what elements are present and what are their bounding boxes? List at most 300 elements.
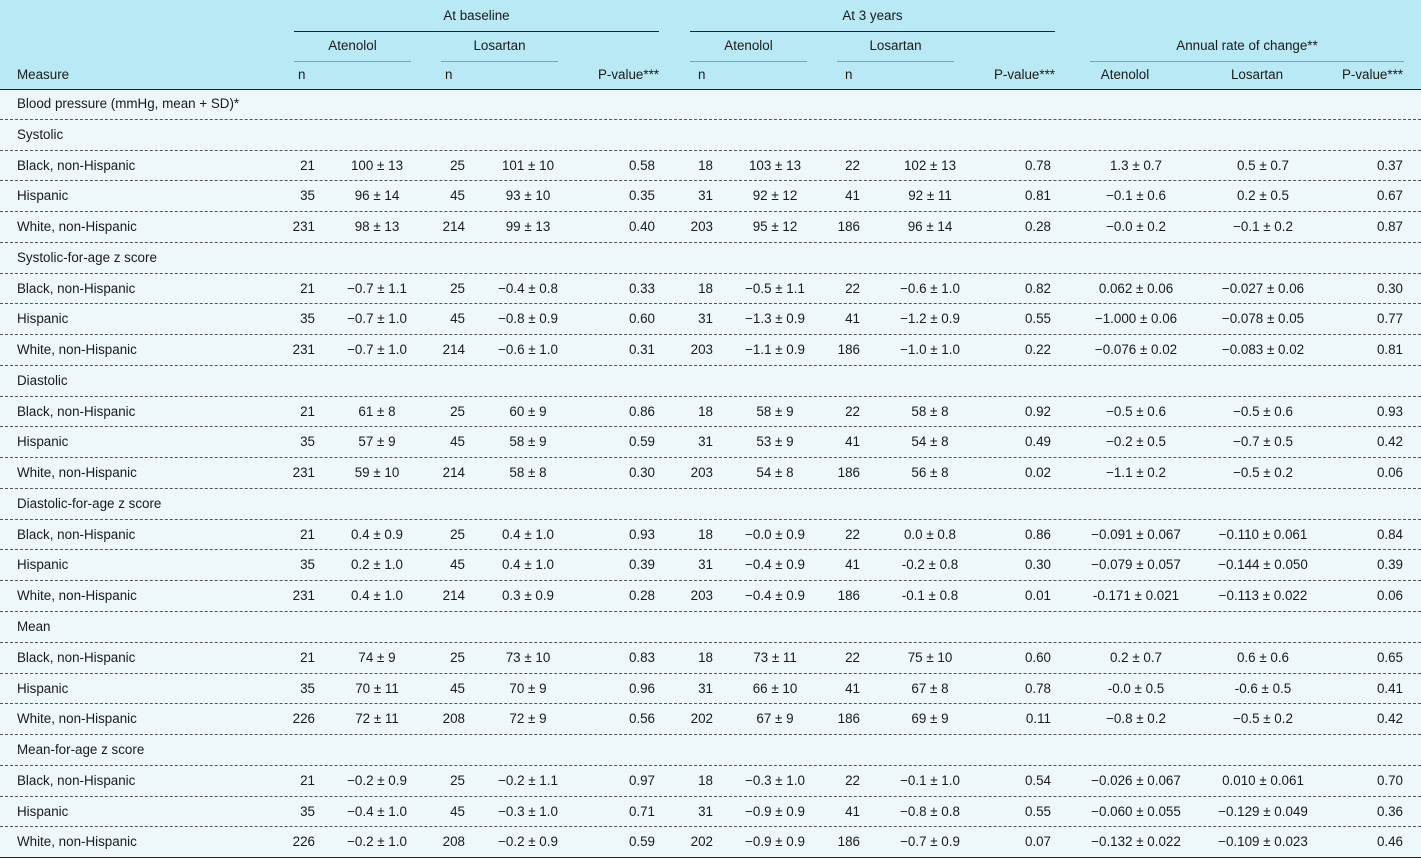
section-row — [0, 612, 1421, 643]
cell-y-p: 0.22 — [1024, 342, 1051, 358]
cell-b-av: −0.4 ± 1.0 — [347, 803, 407, 819]
cell-b-ln: 45 — [450, 188, 465, 204]
cell-b-p: 0.39 — [628, 557, 655, 573]
cell-b-an: 226 — [292, 711, 315, 727]
cell-r-l: -0.6 ± 0.5 — [1234, 680, 1292, 696]
row-label: White, non-Hispanic — [17, 711, 137, 727]
cell-y-av: 54 ± 8 — [756, 465, 794, 481]
cell-b-lv: 70 ± 9 — [509, 680, 547, 696]
cell-b-av: 59 ± 10 — [354, 465, 400, 481]
row-label: Black, non-Hispanic — [17, 403, 136, 419]
header-3years-atenolol-n: n — [698, 67, 706, 82]
cell-y-ln: 186 — [837, 711, 860, 727]
cell-b-an: 231 — [292, 219, 315, 235]
section-label: Blood pressure (mmHg, mean + SD)* — [17, 96, 240, 111]
cell-y-av: −0.4 ± 0.9 — [745, 557, 805, 573]
cell-y-av: 92 ± 12 — [752, 188, 798, 204]
cell-b-lv: 73 ± 10 — [505, 649, 551, 665]
cell-y-p: 0.49 — [1024, 434, 1051, 450]
header-annual-losartan: Losartan — [1230, 67, 1284, 82]
cell-r-l: −0.5 ± 0.2 — [1233, 711, 1293, 727]
table-row — [0, 274, 1421, 305]
cell-b-p: 0.93 — [628, 526, 655, 542]
section-label: Systolic-for-age z score — [17, 249, 157, 265]
header-3years-losartan: Losartan — [869, 38, 922, 53]
cell-y-av: −0.3 ± 1.0 — [745, 772, 805, 788]
cell-y-ln: 22 — [845, 157, 860, 173]
row-label: Hispanic — [17, 680, 69, 696]
cell-y-an: 18 — [698, 157, 713, 173]
header-baseline-losartan-n: n — [445, 67, 453, 82]
cell-y-p: 0.11 — [1025, 711, 1051, 727]
cell-b-av: 72 ± 11 — [355, 711, 399, 727]
header-rule-baseline-losartan — [441, 61, 558, 62]
cell-b-ln: 214 — [442, 219, 465, 235]
cell-b-p: 0.28 — [628, 588, 655, 604]
cell-r-a: −0.091 ± 0.067 — [1091, 526, 1181, 542]
cell-r-a: −0.1 ± 0.6 — [1106, 188, 1166, 204]
cell-y-an: 202 — [690, 834, 713, 850]
cell-y-ln: 22 — [845, 403, 860, 419]
cell-b-ln: 214 — [442, 588, 465, 604]
cell-y-av: −0.0 ± 0.9 — [745, 526, 805, 542]
cell-y-an: 18 — [698, 403, 713, 419]
section-row — [0, 120, 1421, 151]
cell-b-lv: 0.4 ± 1.0 — [501, 526, 555, 542]
row-label: Hispanic — [17, 434, 69, 450]
cell-y-lv: 92 ± 11 — [908, 188, 952, 204]
header-3years-atenolol: Atenolol — [724, 38, 773, 53]
cell-y-lv: −0.6 ± 1.0 — [900, 280, 960, 296]
table-row — [0, 520, 1421, 551]
cell-b-lv: 72 ± 9 — [509, 711, 547, 727]
cell-b-p: 0.40 — [628, 219, 655, 235]
row-label: Hispanic — [17, 188, 69, 204]
cell-r-p: 0.84 — [1376, 526, 1403, 542]
cell-y-an: 18 — [698, 649, 713, 665]
table-row — [0, 304, 1421, 335]
cell-y-lv: −0.1 ± 1.0 — [900, 772, 960, 788]
cell-r-p: 0.65 — [1376, 649, 1403, 665]
header-annual-pvalue: P-value*** — [1341, 67, 1403, 82]
header-rule-3years-atenolol — [690, 61, 807, 62]
row-label: White, non-Hispanic — [17, 834, 137, 850]
cell-b-lv: −0.4 ± 0.8 — [498, 280, 558, 296]
table-row — [0, 458, 1421, 489]
cell-b-lv: −0.2 ± 0.9 — [498, 834, 558, 850]
cell-b-p: 0.58 — [628, 157, 655, 173]
table-row — [0, 151, 1421, 182]
cell-b-av: 100 ± 13 — [350, 157, 404, 173]
cell-r-l: 0.6 ± 0.6 — [1236, 649, 1290, 665]
cell-r-p: 0.67 — [1376, 188, 1403, 204]
header-rule-3-years — [690, 31, 1055, 32]
cell-y-p: 0.07 — [1024, 834, 1051, 850]
cell-y-lv: 54 ± 8 — [911, 434, 949, 450]
cell-y-ln: 22 — [845, 526, 860, 542]
section-row — [0, 735, 1421, 766]
cell-r-p: 0.06 — [1376, 465, 1403, 481]
cell-b-av: −0.2 ± 1.0 — [347, 834, 407, 850]
cell-r-a: −0.0 ± 0.2 — [1106, 219, 1166, 235]
table-row — [0, 827, 1421, 858]
row-label: Black, non-Hispanic — [17, 649, 136, 665]
cell-y-lv: 58 ± 8 — [911, 403, 949, 419]
table-row — [0, 704, 1421, 735]
cell-b-an: 21 — [300, 403, 315, 419]
cell-r-p: 0.36 — [1376, 803, 1403, 819]
cell-y-lv: 69 ± 9 — [911, 711, 949, 727]
section-label: Diastolic-for-age z score — [17, 495, 162, 511]
row-label: Hispanic — [17, 557, 69, 573]
cell-y-p: 0.81 — [1024, 188, 1051, 204]
cell-y-an: 31 — [698, 311, 713, 327]
cell-y-ln: 186 — [837, 342, 860, 358]
cell-b-ln: 45 — [450, 557, 465, 573]
cell-y-ln: 41 — [845, 434, 860, 450]
cell-y-av: 95 ± 12 — [752, 219, 798, 235]
cell-y-av: −1.3 ± 0.9 — [745, 311, 805, 327]
cell-r-p: 0.42 — [1376, 434, 1403, 450]
cell-r-l: −0.083 ± 0.02 — [1221, 342, 1305, 358]
cell-b-an: 21 — [300, 649, 315, 665]
cell-b-an: 21 — [300, 157, 315, 173]
cell-y-av: −1.1 ± 0.9 — [745, 342, 805, 358]
cell-y-p: 0.55 — [1024, 311, 1051, 327]
cell-b-an: 21 — [300, 526, 315, 542]
cell-b-p: 0.56 — [628, 711, 655, 727]
cell-y-av: 58 ± 9 — [756, 403, 794, 419]
cell-y-lv: −1.0 ± 1.0 — [900, 342, 960, 358]
cell-b-ln: 25 — [450, 280, 465, 296]
cell-y-an: 203 — [690, 219, 713, 235]
table-row — [0, 212, 1421, 243]
cell-r-l: −0.078 ± 0.05 — [1221, 311, 1305, 327]
cell-y-p: 0.82 — [1024, 280, 1051, 296]
cell-b-ln: 25 — [450, 649, 465, 665]
table-row — [0, 335, 1421, 366]
section-label: Systolic — [17, 126, 64, 142]
cell-r-a: −0.060 ± 0.055 — [1091, 803, 1181, 819]
cell-r-a: −0.8 ± 0.2 — [1106, 711, 1166, 727]
table-row — [0, 550, 1421, 581]
cell-r-l: −0.129 ± 0.049 — [1218, 803, 1308, 819]
cell-b-an: 231 — [292, 342, 315, 358]
cell-b-p: 0.59 — [628, 834, 655, 850]
cell-b-ln: 25 — [450, 157, 465, 173]
cell-b-p: 0.35 — [628, 188, 655, 204]
cell-y-an: 31 — [698, 434, 713, 450]
cell-y-an: 202 — [690, 711, 713, 727]
cell-r-l: −0.7 ± 0.5 — [1233, 434, 1293, 450]
cell-b-an: 226 — [292, 834, 315, 850]
cell-r-p: 0.41 — [1376, 680, 1403, 696]
cell-y-lv: −1.2 ± 0.9 — [900, 311, 960, 327]
cell-b-ln: 45 — [450, 680, 465, 696]
header-group-baseline: At baseline — [443, 8, 510, 23]
header-3years-losartan-n: n — [845, 67, 853, 82]
cell-y-p: 0.92 — [1024, 403, 1051, 419]
cell-y-an: 203 — [690, 342, 713, 358]
cell-b-av: −0.7 ± 1.0 — [347, 342, 407, 358]
cell-r-p: 0.93 — [1376, 403, 1403, 419]
table-header — [0, 0, 1421, 90]
row-label: Black, non-Hispanic — [17, 772, 136, 788]
header-baseline-losartan: Losartan — [473, 38, 526, 53]
cell-y-av: −0.4 ± 0.9 — [745, 588, 805, 604]
cell-y-p: 0.30 — [1024, 557, 1051, 573]
cell-y-ln: 41 — [845, 680, 860, 696]
cell-b-ln: 208 — [442, 711, 465, 727]
header-annual-atenolol: Atenolol — [1100, 67, 1150, 82]
cell-b-an: 35 — [300, 803, 315, 819]
header-baseline-atenolol-n: n — [298, 67, 306, 82]
header-rule-baseline — [294, 31, 659, 32]
cell-b-p: 0.30 — [628, 465, 655, 481]
cell-r-a: -0.171 ± 0.021 — [1092, 588, 1180, 604]
table-row — [0, 643, 1421, 674]
cell-b-an: 21 — [300, 280, 315, 296]
cell-y-an: 18 — [698, 526, 713, 542]
cell-y-av: −0.9 ± 0.9 — [745, 803, 805, 819]
section-label: Mean — [17, 619, 51, 635]
cell-r-l: −0.027 ± 0.06 — [1221, 280, 1305, 296]
cell-y-p: 0.28 — [1024, 219, 1051, 235]
cell-y-an: 31 — [698, 680, 713, 696]
cell-r-l: −0.113 ± 0.022 — [1218, 588, 1308, 604]
cell-y-ln: 41 — [845, 188, 860, 204]
cell-y-p: 0.54 — [1024, 772, 1051, 788]
table-row — [0, 674, 1421, 705]
header-rule-baseline-atenolol — [294, 61, 411, 62]
cell-r-p: 0.46 — [1376, 834, 1403, 850]
cell-y-an: 31 — [698, 557, 713, 573]
table-row — [0, 181, 1421, 212]
cell-y-ln: 41 — [845, 311, 860, 327]
header-rule-3years-losartan — [837, 61, 954, 62]
cell-y-av: −0.9 ± 0.9 — [745, 834, 805, 850]
cell-y-lv: 96 ± 14 — [907, 219, 953, 235]
cell-r-l: −0.109 ± 0.023 — [1218, 834, 1308, 850]
cell-y-av: 73 ± 11 — [753, 649, 797, 665]
cell-y-p: 0.01 — [1024, 588, 1051, 604]
cell-y-av: −0.5 ± 1.1 — [745, 280, 805, 296]
header-measure: Measure — [17, 67, 70, 82]
row-label: Black, non-Hispanic — [17, 280, 136, 296]
cell-r-a: −0.132 ± 0.022 — [1091, 834, 1181, 850]
cell-b-av: 98 ± 13 — [354, 219, 400, 235]
cell-r-l: 0.2 ± 0.5 — [1236, 188, 1290, 204]
cell-b-ln: 45 — [450, 311, 465, 327]
cell-b-p: 0.83 — [628, 649, 655, 665]
cell-y-p: 0.60 — [1024, 649, 1051, 665]
cell-y-lv: 67 ± 8 — [911, 680, 949, 696]
row-label: Hispanic — [17, 311, 69, 327]
cell-b-av: 57 ± 9 — [358, 434, 396, 450]
cell-r-a: −0.076 ± 0.02 — [1094, 342, 1178, 358]
header-rule-annual — [1090, 61, 1404, 62]
row-label: White, non-Hispanic — [17, 342, 137, 358]
cell-b-lv: 93 ± 10 — [505, 188, 551, 204]
cell-y-ln: 186 — [837, 588, 860, 604]
row-label: White, non-Hispanic — [17, 588, 137, 604]
cell-b-av: 74 ± 9 — [358, 649, 396, 665]
header-3years-pvalue: P-value*** — [993, 67, 1055, 82]
cell-y-av: 103 ± 13 — [748, 157, 802, 173]
cell-b-lv: −0.3 ± 1.0 — [498, 803, 558, 819]
cell-y-ln: 22 — [845, 280, 860, 296]
cell-y-lv: -0.1 ± 0.8 — [901, 588, 959, 604]
cell-r-p: 0.42 — [1376, 711, 1403, 727]
cell-r-l: −0.110 ± 0.061 — [1218, 526, 1308, 542]
cell-b-p: 0.33 — [628, 280, 655, 296]
cell-b-lv: 0.4 ± 1.0 — [501, 557, 555, 573]
cell-y-ln: 22 — [845, 649, 860, 665]
section-row — [0, 366, 1421, 397]
cell-y-lv: 102 ± 13 — [903, 157, 957, 173]
cell-b-p: 0.60 — [628, 311, 655, 327]
cell-y-lv: -0.2 ± 0.8 — [901, 557, 959, 573]
row-label: Black, non-Hispanic — [17, 157, 136, 173]
cell-b-an: 35 — [300, 188, 315, 204]
row-label: White, non-Hispanic — [17, 465, 137, 481]
cell-r-a: −1.1 ± 0.2 — [1106, 465, 1166, 481]
cell-r-a: 1.3 ± 0.7 — [1109, 157, 1163, 173]
cell-y-p: 0.86 — [1024, 526, 1051, 542]
cell-b-av: −0.7 ± 1.1 — [347, 280, 407, 296]
cell-y-lv: 56 ± 8 — [911, 465, 949, 481]
cell-b-ln: 45 — [450, 434, 465, 450]
cell-r-p: 0.37 — [1376, 157, 1403, 173]
cell-y-ln: 186 — [837, 465, 860, 481]
cell-b-lv: −0.8 ± 0.9 — [498, 311, 558, 327]
header-baseline-pvalue: P-value*** — [597, 67, 659, 82]
cell-b-av: −0.2 ± 0.9 — [347, 772, 407, 788]
cell-b-p: 0.71 — [628, 803, 655, 819]
cell-y-an: 18 — [698, 772, 713, 788]
cell-r-l: −0.144 ± 0.050 — [1218, 557, 1308, 573]
cell-y-an: 203 — [690, 465, 713, 481]
table-row — [0, 766, 1421, 797]
cell-b-ln: 214 — [442, 342, 465, 358]
cell-b-ln: 208 — [442, 834, 465, 850]
cell-r-p: 0.77 — [1376, 311, 1403, 327]
cell-y-an: 31 — [698, 803, 713, 819]
cell-r-p: 0.81 — [1376, 342, 1403, 358]
cell-r-p: 0.70 — [1376, 772, 1403, 788]
cell-b-av: −0.7 ± 1.0 — [347, 311, 407, 327]
cell-b-p: 0.31 — [628, 342, 655, 358]
cell-y-an: 31 — [698, 188, 713, 204]
cell-y-lv: −0.7 ± 0.9 — [900, 834, 960, 850]
cell-b-lv: −0.2 ± 1.1 — [498, 772, 558, 788]
cell-b-av: 0.2 ± 1.0 — [350, 557, 404, 573]
cell-y-av: 67 ± 9 — [756, 711, 794, 727]
section-row — [0, 489, 1421, 520]
cell-y-p: 0.78 — [1024, 680, 1051, 696]
cell-r-l: −0.1 ± 0.2 — [1233, 219, 1293, 235]
cell-y-ln: 186 — [837, 834, 860, 850]
cell-y-av: 66 ± 10 — [752, 680, 798, 696]
cell-b-lv: 0.3 ± 0.9 — [501, 588, 555, 604]
table-row — [0, 397, 1421, 428]
section-label: Diastolic — [17, 372, 68, 388]
cell-y-ln: 186 — [837, 219, 860, 235]
cell-y-av: 53 ± 9 — [756, 434, 794, 450]
cell-b-lv: 60 ± 9 — [509, 403, 547, 419]
cell-y-p: 0.02 — [1024, 465, 1051, 481]
cell-b-an: 35 — [300, 434, 315, 450]
header-baseline-atenolol: Atenolol — [328, 38, 377, 53]
cell-y-p: 0.78 — [1024, 157, 1051, 173]
cell-r-l: 0.010 ± 0.061 — [1222, 772, 1304, 788]
cell-b-ln: 214 — [442, 465, 465, 481]
cell-b-p: 0.86 — [628, 403, 655, 419]
cell-y-ln: 22 — [845, 772, 860, 788]
cell-r-p: 0.87 — [1376, 219, 1403, 235]
cell-b-p: 0.97 — [628, 772, 655, 788]
cell-r-a: −0.026 ± 0.067 — [1091, 772, 1181, 788]
cell-r-a: -0.0 ± 0.5 — [1107, 680, 1165, 696]
row-label: Hispanic — [17, 803, 69, 819]
table-body — [0, 89, 1421, 858]
table-row — [0, 427, 1421, 458]
cell-r-a: −0.079 ± 0.057 — [1091, 557, 1181, 573]
cell-b-av: 0.4 ± 1.0 — [350, 588, 404, 604]
cell-y-ln: 41 — [845, 803, 860, 819]
cell-r-a: −0.2 ± 0.5 — [1106, 434, 1166, 450]
cell-r-p: 0.06 — [1376, 588, 1403, 604]
cell-b-an: 35 — [300, 557, 315, 573]
cell-b-lv: 58 ± 8 — [509, 465, 547, 481]
section-row — [0, 89, 1421, 120]
cell-b-p: 0.96 — [628, 680, 655, 696]
cell-b-ln: 45 — [450, 803, 465, 819]
cell-b-an: 231 — [292, 465, 315, 481]
cell-y-an: 203 — [690, 588, 713, 604]
cell-y-lv: −0.8 ± 0.8 — [900, 803, 960, 819]
cell-b-ln: 25 — [450, 526, 465, 542]
cell-r-a: −0.5 ± 0.6 — [1106, 403, 1166, 419]
cell-y-p: 0.55 — [1024, 803, 1051, 819]
section-row — [0, 243, 1421, 274]
cell-b-an: 21 — [300, 772, 315, 788]
cell-r-l: −0.5 ± 0.2 — [1233, 465, 1293, 481]
cell-b-an: 35 — [300, 680, 315, 696]
cell-r-a: −1.000 ± 0.06 — [1094, 311, 1178, 327]
row-label: White, non-Hispanic — [17, 219, 137, 235]
cell-b-ln: 25 — [450, 403, 465, 419]
cell-y-ln: 41 — [845, 557, 860, 573]
cell-y-lv: 0.0 ± 0.8 — [903, 526, 957, 542]
cell-b-av: 96 ± 14 — [354, 188, 400, 204]
cell-b-an: 231 — [292, 588, 315, 604]
table-row — [0, 797, 1421, 828]
cell-b-av: 70 ± 11 — [355, 680, 399, 696]
cell-r-p: 0.30 — [1376, 280, 1403, 296]
cell-b-av: 61 ± 8 — [358, 403, 396, 419]
cell-b-ln: 25 — [450, 772, 465, 788]
cell-b-an: 35 — [300, 311, 315, 327]
cell-y-lv: 75 ± 10 — [907, 649, 953, 665]
cell-b-p: 0.59 — [628, 434, 655, 450]
cell-r-l: −0.5 ± 0.6 — [1233, 403, 1293, 419]
cell-b-lv: 58 ± 9 — [509, 434, 547, 450]
cell-b-lv: −0.6 ± 1.0 — [498, 342, 558, 358]
cell-b-av: 0.4 ± 0.9 — [350, 526, 404, 542]
header-group-3-years: At 3 years — [842, 8, 903, 23]
cell-b-lv: 99 ± 13 — [505, 219, 551, 235]
